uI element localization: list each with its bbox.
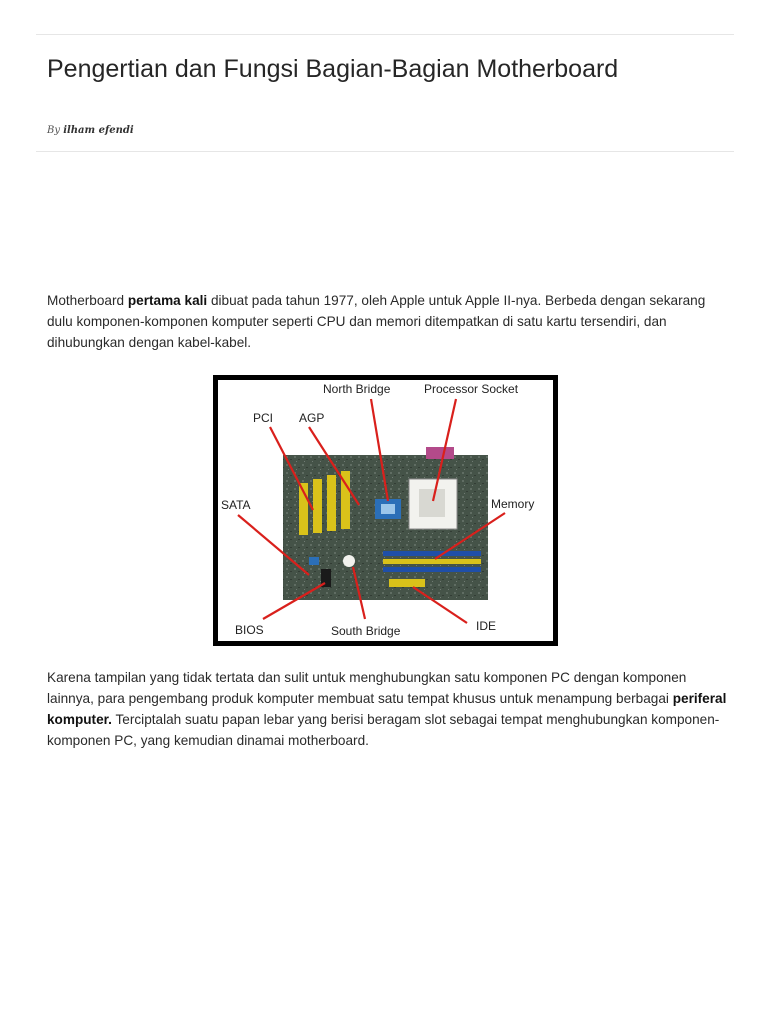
memory-slot-2 <box>383 559 481 564</box>
pci-slot-3 <box>327 475 336 531</box>
paragraph-main-text-1: Karena tampilan yang tidak tertata dan sulit untuk menghubungkan satu komponen PC dengan komponen lainnya, para pengembang produk komputer membuat satu tempat khusus untuk menampung berbagai <box>47 670 687 706</box>
byline <box>47 125 134 136</box>
rear-port-connector <box>426 447 454 459</box>
paragraph-main-text-2: Terciptalah suatu papan lebar yang berisi beragam slot sebagai tempat menghubungkan komponen-komponen PC, yang kemudian dinamai motherboard. <box>47 712 720 748</box>
paragraph-intro-text-1: Motherboard <box>47 293 128 308</box>
author-link[interactable]: ilham efendi <box>63 125 134 136</box>
paragraph-main <box>47 667 727 751</box>
sata-port <box>309 557 319 565</box>
ide-connector <box>389 579 425 587</box>
label-pci: PCI <box>253 411 274 425</box>
paragraph-intro <box>47 290 727 353</box>
processor-socket-core <box>419 489 445 517</box>
label-processor-socket: Processor Socket <box>424 382 519 396</box>
top-divider <box>36 34 734 35</box>
north-bridge-heatsink <box>381 504 395 514</box>
article-title: Pengertian dan Fungsi Bagian-Bagian Motherboard <box>47 55 619 83</box>
label-south-bridge: South Bridge <box>331 624 401 638</box>
south-bridge-chip <box>343 555 355 567</box>
label-north-bridge: North Bridge <box>323 382 391 396</box>
label-ide: IDE <box>476 619 497 633</box>
motherboard-figure <box>213 375 558 646</box>
paragraph-intro-text-2: dibuat pada tahun 1977, oleh Apple untuk Apple II-nya. Berbeda dengan sekarang dulu komponen-komponen komputer seperti CPU dan memori ditempatkan di satu kartu tersendiri, dan dihubungkan dengan kabel-kabel. <box>47 293 706 350</box>
label-agp: AGP <box>299 411 325 425</box>
byline-prefix: By <box>47 125 60 136</box>
paragraph-main-bold: periferal komputer. <box>47 691 727 727</box>
motherboard-diagram <box>213 375 558 646</box>
paragraph-intro-bold: pertama kali <box>127 293 208 308</box>
memory-slot-1 <box>383 551 481 556</box>
header-divider <box>36 151 734 152</box>
label-bios: BIOS <box>235 623 264 637</box>
label-sata: SATA <box>221 498 251 512</box>
memory-slot-3 <box>383 567 481 572</box>
pci-slot-2 <box>313 479 322 533</box>
label-memory: Memory <box>491 497 535 511</box>
